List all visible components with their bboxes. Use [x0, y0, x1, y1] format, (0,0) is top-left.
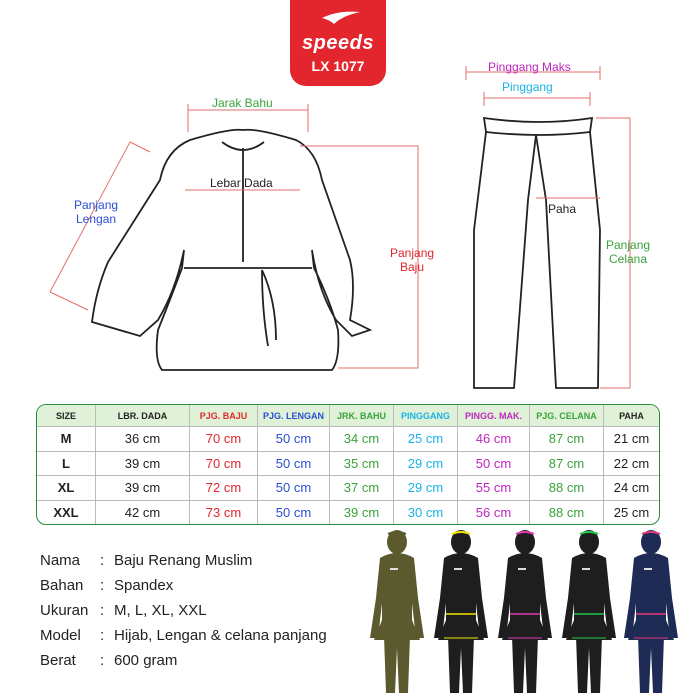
value-cell: 39 cm	[95, 476, 189, 500]
size-cell: M	[60, 431, 72, 447]
model-variant	[494, 528, 556, 693]
spec-value: Baju Renang Muslim	[114, 552, 253, 569]
product-code: LX 1077	[311, 58, 365, 74]
header-cell: PAHA	[603, 405, 659, 426]
value-cell: 39 cm	[329, 501, 393, 525]
size-cell: XL	[57, 480, 75, 496]
value-cell: 70 cm	[189, 452, 257, 476]
product-specs	[40, 548, 327, 673]
spec-row	[40, 573, 327, 598]
brand-name: speeds	[302, 32, 374, 54]
header-cell: SIZE	[55, 410, 76, 421]
measure-lines	[50, 66, 630, 388]
label-paha: Paha	[548, 202, 577, 216]
spec-colon: :	[100, 602, 105, 619]
label-lebar-dada: Lebar Dada	[210, 176, 273, 190]
table-row	[37, 475, 659, 500]
spec-value: 600 gram	[114, 652, 178, 669]
value-cell: 35 cm	[329, 452, 393, 476]
spec-colon: :	[100, 652, 105, 669]
header-cell: PINGGANG	[393, 405, 457, 426]
table-row	[37, 500, 659, 525]
model-variant	[620, 528, 682, 693]
table-row	[37, 426, 659, 451]
value-cell: 24 cm	[603, 476, 659, 500]
spec-row	[40, 598, 327, 623]
value-cell: 39 cm	[95, 452, 189, 476]
spec-value: Hijab, Lengan & celana panjang	[114, 627, 327, 644]
value-cell: 50 cm	[257, 476, 329, 500]
model-variant	[430, 528, 492, 693]
pants-outline	[474, 118, 600, 388]
spec-colon: :	[100, 627, 105, 644]
value-cell: 56 cm	[457, 501, 529, 525]
spec-key: Berat	[40, 652, 76, 669]
value-cell: 50 cm	[257, 452, 329, 476]
header-cell: PJG. CELANA	[529, 405, 603, 426]
spec-row	[40, 548, 327, 573]
spec-key: Model	[40, 627, 81, 644]
value-cell: 72 cm	[189, 476, 257, 500]
label-pinggang-maks: Pinggang Maks	[488, 60, 571, 74]
value-cell: 37 cm	[329, 476, 393, 500]
value-cell: 70 cm	[189, 427, 257, 451]
spec-key: Ukuran	[40, 602, 89, 619]
value-cell: 22 cm	[603, 452, 659, 476]
value-cell: 87 cm	[529, 427, 603, 451]
value-cell: 50 cm	[257, 427, 329, 451]
size-table	[36, 404, 660, 525]
value-cell: 25 cm	[603, 501, 659, 525]
value-cell: 21 cm	[603, 427, 659, 451]
value-cell: 34 cm	[329, 427, 393, 451]
value-cell: 25 cm	[393, 427, 457, 451]
model-variant	[366, 528, 428, 693]
size-cell: L	[62, 455, 70, 471]
value-cell: 46 cm	[457, 427, 529, 451]
value-cell: 87 cm	[529, 452, 603, 476]
spec-key: Bahan	[40, 577, 84, 594]
label-panjang-celana: Panjang Celana	[606, 238, 651, 266]
value-cell: 42 cm	[95, 501, 189, 525]
value-cell: 88 cm	[529, 501, 603, 525]
label-panjang-baju: Panjang Baju	[390, 246, 435, 274]
spec-key: Nama	[40, 552, 81, 569]
header-cell: PJG. LENGAN	[257, 405, 329, 426]
spec-colon: :	[100, 577, 105, 594]
spec-row	[40, 623, 327, 648]
value-cell: 29 cm	[393, 476, 457, 500]
header-cell: LBR. DADA	[95, 405, 189, 426]
header-cell: JRK. BAHU	[329, 405, 393, 426]
value-cell: 36 cm	[95, 427, 189, 451]
spec-value: Spandex	[114, 577, 174, 594]
value-cell: 50 cm	[257, 501, 329, 525]
table-row	[37, 451, 659, 476]
pinggang-line	[484, 92, 590, 106]
table-header-row	[37, 405, 659, 426]
model-variant	[558, 528, 620, 693]
value-cell: 73 cm	[189, 501, 257, 525]
value-cell: 88 cm	[529, 476, 603, 500]
value-cell: 55 cm	[457, 476, 529, 500]
value-cell: 30 cm	[393, 501, 457, 525]
header-cell: PJG. BAJU	[189, 405, 257, 426]
spec-colon: :	[100, 552, 105, 569]
header-cell: PINGG. MAK.	[457, 405, 529, 426]
size-cell: XXL	[53, 504, 79, 520]
label-jarak-bahu: Jarak Bahu	[212, 96, 273, 110]
label-panjang-lengan: Panjang Lengan	[74, 198, 119, 226]
spec-value: M, L, XL, XXL	[114, 602, 207, 619]
spec-row	[40, 648, 327, 673]
value-cell: 50 cm	[457, 452, 529, 476]
table-body	[37, 426, 659, 524]
label-pinggang: Pinggang	[502, 80, 553, 94]
tunic-outline	[92, 130, 370, 370]
value-cell: 29 cm	[393, 452, 457, 476]
